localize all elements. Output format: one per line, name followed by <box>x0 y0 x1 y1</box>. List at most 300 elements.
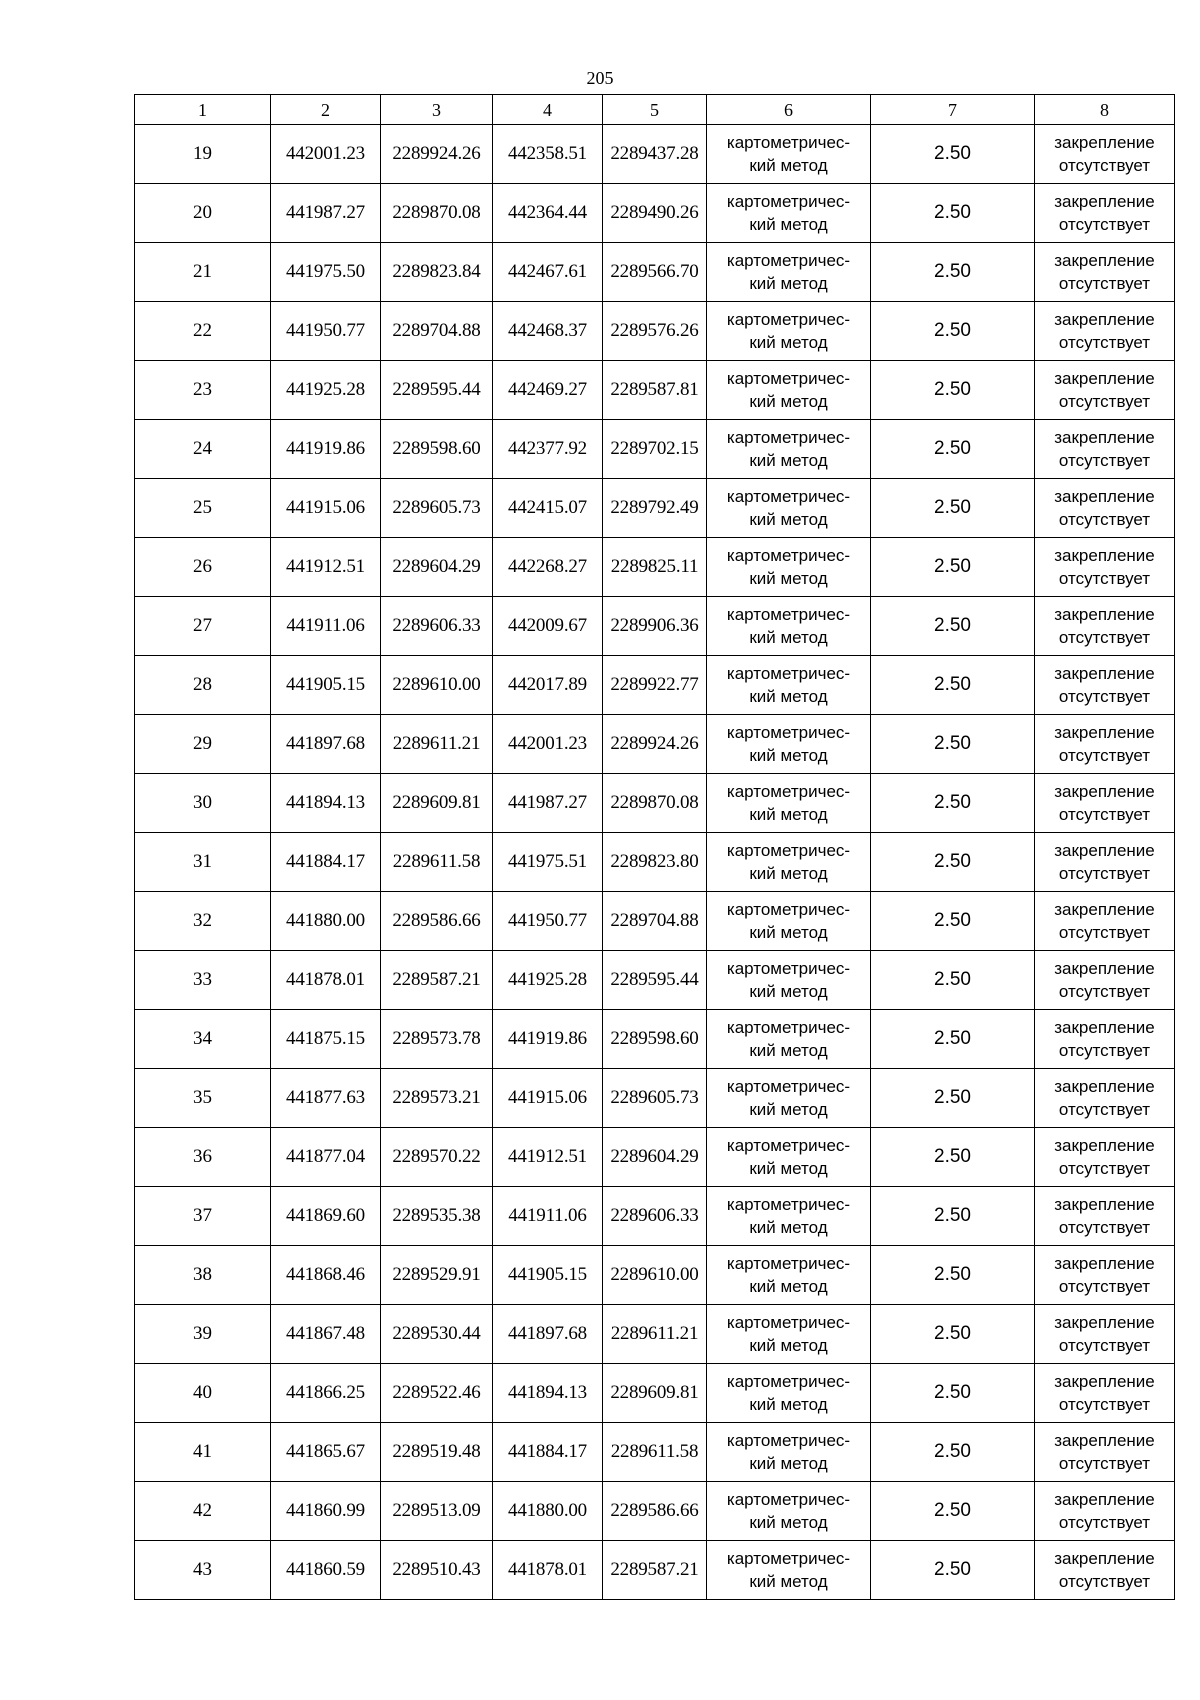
y2-coordinate-cell: 2289922.77 <box>603 656 707 715</box>
point-number-cell: 36 <box>135 1128 271 1187</box>
accuracy-cell: 2.50 <box>871 1069 1035 1128</box>
x2-coordinate-cell: 441915.06 <box>493 1069 603 1128</box>
y2-coordinate-cell: 2289576.26 <box>603 302 707 361</box>
y-coordinate-cell: 2289611.58 <box>381 833 493 892</box>
accuracy-cell: 2.50 <box>871 1305 1035 1364</box>
fixing-text-line: закрепление <box>1054 251 1155 270</box>
x2-coordinate-cell: 442268.27 <box>493 538 603 597</box>
y-coordinate-cell: 2289598.60 <box>381 420 493 479</box>
fixing-text-line: закрепление <box>1054 1195 1155 1214</box>
fixing-text-line: закрепление <box>1054 900 1155 919</box>
accuracy-cell: 2.50 <box>871 892 1035 951</box>
y2-coordinate-cell: 2289906.36 <box>603 597 707 656</box>
x2-coordinate-cell: 441950.77 <box>493 892 603 951</box>
method-text-line: картометричес- <box>726 546 851 565</box>
method-cell <box>707 1482 871 1541</box>
accuracy-cell: 2.50 <box>871 1364 1035 1423</box>
accuracy-cell: 2.50 <box>871 951 1035 1010</box>
fixing-text-line: отсутствует <box>1058 1041 1151 1060</box>
fixing-text-line: закрепление <box>1054 369 1155 388</box>
fixing-text-line: отсутствует <box>1058 1159 1151 1178</box>
fixing-cell <box>1035 892 1175 951</box>
fixing-cell <box>1035 715 1175 774</box>
x2-coordinate-cell: 441884.17 <box>493 1423 603 1482</box>
x2-coordinate-cell: 442017.89 <box>493 656 603 715</box>
method-text-line: кий метод <box>749 1395 828 1414</box>
table-row <box>135 1541 1175 1600</box>
method-text-line: картометричес- <box>726 1490 851 1509</box>
method-cell <box>707 774 871 833</box>
fixing-text-line: закрепление <box>1054 1077 1155 1096</box>
method-text-line: кий метод <box>749 510 828 529</box>
x2-coordinate-cell: 442469.27 <box>493 361 603 420</box>
method-cell <box>707 420 871 479</box>
x2-coordinate-cell: 441975.51 <box>493 833 603 892</box>
method-cell <box>707 951 871 1010</box>
point-number-cell: 32 <box>135 892 271 951</box>
fixing-cell <box>1035 951 1175 1010</box>
x-coordinate-cell: 441860.99 <box>271 1482 381 1541</box>
method-text-line: кий метод <box>749 1572 828 1591</box>
table-row <box>135 715 1175 774</box>
fixing-text-line: отсутствует <box>1058 923 1151 942</box>
x2-coordinate-cell: 442467.61 <box>493 243 603 302</box>
accuracy-cell: 2.50 <box>871 1541 1035 1600</box>
fixing-cell <box>1035 1482 1175 1541</box>
fixing-text-line: закрепление <box>1054 310 1155 329</box>
method-cell <box>707 184 871 243</box>
table-row <box>135 774 1175 833</box>
x2-coordinate-cell: 441880.00 <box>493 1482 603 1541</box>
y-coordinate-cell: 2289606.33 <box>381 597 493 656</box>
method-cell <box>707 302 871 361</box>
method-cell <box>707 1364 871 1423</box>
y2-coordinate-cell: 2289924.26 <box>603 715 707 774</box>
accuracy-cell: 2.50 <box>871 597 1035 656</box>
fixing-text-line: отсутствует <box>1058 1218 1151 1237</box>
accuracy-cell: 2.50 <box>871 833 1035 892</box>
method-cell <box>707 1187 871 1246</box>
x-coordinate-cell: 441860.59 <box>271 1541 381 1600</box>
y-coordinate-cell: 2289519.48 <box>381 1423 493 1482</box>
fixing-cell <box>1035 538 1175 597</box>
point-number-cell: 40 <box>135 1364 271 1423</box>
table-row <box>135 1187 1175 1246</box>
y2-coordinate-cell: 2289566.70 <box>603 243 707 302</box>
method-text-line: кий метод <box>749 1041 828 1060</box>
fixing-text-line: отсутствует <box>1058 1572 1151 1591</box>
x2-coordinate-cell: 441925.28 <box>493 951 603 1010</box>
point-number-cell: 26 <box>135 538 271 597</box>
accuracy-cell: 2.50 <box>871 656 1035 715</box>
fixing-text-line: закрепление <box>1054 1136 1155 1155</box>
x2-coordinate-cell: 441894.13 <box>493 1364 603 1423</box>
table-row <box>135 302 1175 361</box>
y-coordinate-cell: 2289609.81 <box>381 774 493 833</box>
point-number-cell: 35 <box>135 1069 271 1128</box>
table-row <box>135 243 1175 302</box>
y-coordinate-cell: 2289513.09 <box>381 1482 493 1541</box>
method-text-line: картометричес- <box>726 605 851 624</box>
fixing-text-line: закрепление <box>1054 1549 1155 1568</box>
method-cell <box>707 125 871 184</box>
column-header-6: 6 <box>707 95 871 125</box>
column-header-4: 4 <box>493 95 603 125</box>
fixing-text-line: отсутствует <box>1058 451 1151 470</box>
point-number-cell: 38 <box>135 1246 271 1305</box>
point-number-cell: 34 <box>135 1010 271 1069</box>
fixing-text-line: закрепление <box>1054 428 1155 447</box>
point-number-cell: 25 <box>135 479 271 538</box>
fixing-text-line: отсутствует <box>1058 510 1151 529</box>
x-coordinate-cell: 441877.04 <box>271 1128 381 1187</box>
table-row <box>135 1364 1175 1423</box>
y2-coordinate-cell: 2289587.81 <box>603 361 707 420</box>
point-number-cell: 23 <box>135 361 271 420</box>
point-number-cell: 20 <box>135 184 271 243</box>
method-cell <box>707 1128 871 1187</box>
fixing-cell <box>1035 479 1175 538</box>
table-row <box>135 1482 1175 1541</box>
y2-coordinate-cell: 2289604.29 <box>603 1128 707 1187</box>
accuracy-cell: 2.50 <box>871 184 1035 243</box>
table-row <box>135 361 1175 420</box>
y-coordinate-cell: 2289510.43 <box>381 1541 493 1600</box>
fixing-text-line: закрепление <box>1054 1431 1155 1450</box>
method-cell <box>707 243 871 302</box>
method-text-line: кий метод <box>749 864 828 883</box>
x2-coordinate-cell: 441987.27 <box>493 774 603 833</box>
method-text-line: картометричес- <box>726 782 851 801</box>
y2-coordinate-cell: 2289490.26 <box>603 184 707 243</box>
column-header-1: 1 <box>135 95 271 125</box>
fixing-text-line: закрепление <box>1054 723 1155 742</box>
fixing-cell <box>1035 833 1175 892</box>
x-coordinate-cell: 441897.68 <box>271 715 381 774</box>
method-text-line: кий метод <box>749 1336 828 1355</box>
method-cell <box>707 1423 871 1482</box>
method-text-line: кий метод <box>749 274 828 293</box>
x-coordinate-cell: 441925.28 <box>271 361 381 420</box>
fixing-text-line: отсутствует <box>1058 274 1151 293</box>
x2-coordinate-cell: 442009.67 <box>493 597 603 656</box>
y2-coordinate-cell: 2289611.21 <box>603 1305 707 1364</box>
fixing-text-line: отсутствует <box>1058 392 1151 411</box>
method-text-line: картометричес- <box>726 133 851 152</box>
point-number-cell: 22 <box>135 302 271 361</box>
method-text-line: картометричес- <box>726 1195 851 1214</box>
y-coordinate-cell: 2289704.88 <box>381 302 493 361</box>
fixing-text-line: отсутствует <box>1058 333 1151 352</box>
fixing-cell <box>1035 125 1175 184</box>
fixing-text-line: закрепление <box>1054 1254 1155 1273</box>
x-coordinate-cell: 441884.17 <box>271 833 381 892</box>
method-text-line: кий метод <box>749 1159 828 1178</box>
method-text-line: кий метод <box>749 923 828 942</box>
table-row <box>135 479 1175 538</box>
x2-coordinate-cell: 441919.86 <box>493 1010 603 1069</box>
y-coordinate-cell: 2289587.21 <box>381 951 493 1010</box>
table-row <box>135 1069 1175 1128</box>
x-coordinate-cell: 441975.50 <box>271 243 381 302</box>
x-coordinate-cell: 441866.25 <box>271 1364 381 1423</box>
table-row <box>135 951 1175 1010</box>
y-coordinate-cell: 2289610.00 <box>381 656 493 715</box>
page-number: 205 <box>586 68 614 88</box>
fixing-cell <box>1035 1246 1175 1305</box>
table-row <box>135 1305 1175 1364</box>
accuracy-cell: 2.50 <box>871 125 1035 184</box>
x2-coordinate-cell: 442364.44 <box>493 184 603 243</box>
method-text-line: кий метод <box>749 215 828 234</box>
method-text-line: кий метод <box>749 982 828 1001</box>
y-coordinate-cell: 2289529.91 <box>381 1246 493 1305</box>
y-coordinate-cell: 2289530.44 <box>381 1305 493 1364</box>
method-text-line: картометричес- <box>726 1018 851 1037</box>
y2-coordinate-cell: 2289611.58 <box>603 1423 707 1482</box>
y-coordinate-cell: 2289573.21 <box>381 1069 493 1128</box>
method-cell <box>707 1010 871 1069</box>
method-text-line: картометричес- <box>726 959 851 978</box>
x-coordinate-cell: 441880.00 <box>271 892 381 951</box>
fixing-cell <box>1035 597 1175 656</box>
x-coordinate-cell: 441894.13 <box>271 774 381 833</box>
point-number-cell: 24 <box>135 420 271 479</box>
point-number-cell: 29 <box>135 715 271 774</box>
y-coordinate-cell: 2289605.73 <box>381 479 493 538</box>
method-cell <box>707 892 871 951</box>
method-text-line: кий метод <box>749 1100 828 1119</box>
method-text-line: картометричес- <box>726 723 851 742</box>
fixing-cell <box>1035 243 1175 302</box>
method-cell <box>707 361 871 420</box>
method-text-line: кий метод <box>749 1513 828 1532</box>
fixing-cell <box>1035 1069 1175 1128</box>
accuracy-cell: 2.50 <box>871 1423 1035 1482</box>
fixing-text-line: закрепление <box>1054 1018 1155 1037</box>
method-text-line: кий метод <box>749 451 828 470</box>
y-coordinate-cell: 2289586.66 <box>381 892 493 951</box>
method-text-line: картометричес- <box>726 841 851 860</box>
method-cell <box>707 597 871 656</box>
x-coordinate-cell: 441950.77 <box>271 302 381 361</box>
x-coordinate-cell: 441875.15 <box>271 1010 381 1069</box>
x-coordinate-cell: 441867.48 <box>271 1305 381 1364</box>
y-coordinate-cell: 2289604.29 <box>381 538 493 597</box>
point-number-cell: 41 <box>135 1423 271 1482</box>
y-coordinate-cell: 2289535.38 <box>381 1187 493 1246</box>
y-coordinate-cell: 2289595.44 <box>381 361 493 420</box>
point-number-cell: 33 <box>135 951 271 1010</box>
method-text-line: картометричес- <box>726 1313 851 1332</box>
fixing-text-line: отсутствует <box>1058 1454 1151 1473</box>
fixing-text-line: закрепление <box>1054 192 1155 211</box>
x-coordinate-cell: 441865.67 <box>271 1423 381 1482</box>
table-row <box>135 833 1175 892</box>
accuracy-cell: 2.50 <box>871 538 1035 597</box>
accuracy-cell: 2.50 <box>871 1482 1035 1541</box>
fixing-text-line: закрепление <box>1054 841 1155 860</box>
method-text-line: кий метод <box>749 156 828 175</box>
y-coordinate-cell: 2289611.21 <box>381 715 493 774</box>
x-coordinate-cell: 441915.06 <box>271 479 381 538</box>
x-coordinate-cell: 441987.27 <box>271 184 381 243</box>
method-text-line: кий метод <box>749 805 828 824</box>
method-text-line: кий метод <box>749 392 828 411</box>
method-text-line: картометричес- <box>726 310 851 329</box>
accuracy-cell: 2.50 <box>871 774 1035 833</box>
x2-coordinate-cell: 441905.15 <box>493 1246 603 1305</box>
column-header-3: 3 <box>381 95 493 125</box>
method-text-line: кий метод <box>749 1454 828 1473</box>
y2-coordinate-cell: 2289437.28 <box>603 125 707 184</box>
fixing-text-line: закрепление <box>1054 959 1155 978</box>
x2-coordinate-cell: 442415.07 <box>493 479 603 538</box>
y-coordinate-cell: 2289870.08 <box>381 184 493 243</box>
y2-coordinate-cell: 2289702.15 <box>603 420 707 479</box>
column-header-8: 8 <box>1035 95 1175 125</box>
y2-coordinate-cell: 2289586.66 <box>603 1482 707 1541</box>
method-text-line: кий метод <box>749 1277 828 1296</box>
fixing-text-line: отсутствует <box>1058 687 1151 706</box>
table-row <box>135 538 1175 597</box>
fixing-cell <box>1035 656 1175 715</box>
x-coordinate-cell: 441912.51 <box>271 538 381 597</box>
method-cell <box>707 1305 871 1364</box>
fixing-cell <box>1035 1010 1175 1069</box>
fixing-cell <box>1035 361 1175 420</box>
fixing-cell <box>1035 1187 1175 1246</box>
column-header-5: 5 <box>603 95 707 125</box>
y2-coordinate-cell: 2289606.33 <box>603 1187 707 1246</box>
x2-coordinate-cell: 442377.92 <box>493 420 603 479</box>
y2-coordinate-cell: 2289598.60 <box>603 1010 707 1069</box>
x-coordinate-cell: 441869.60 <box>271 1187 381 1246</box>
fixing-text-line: отсутствует <box>1058 864 1151 883</box>
y2-coordinate-cell: 2289595.44 <box>603 951 707 1010</box>
fixing-text-line: отсутствует <box>1058 1395 1151 1414</box>
point-number-cell: 19 <box>135 125 271 184</box>
method-cell <box>707 1069 871 1128</box>
fixing-text-line: отсутствует <box>1058 1336 1151 1355</box>
x2-coordinate-cell: 441897.68 <box>493 1305 603 1364</box>
fixing-text-line: отсутствует <box>1058 1277 1151 1296</box>
fixing-cell <box>1035 774 1175 833</box>
point-number-cell: 30 <box>135 774 271 833</box>
method-text-line: картометричес- <box>726 1372 851 1391</box>
y-coordinate-cell: 2289573.78 <box>381 1010 493 1069</box>
fixing-text-line: закрепление <box>1054 1490 1155 1509</box>
fixing-text-line: закрепление <box>1054 782 1155 801</box>
y2-coordinate-cell: 2289704.88 <box>603 892 707 951</box>
fixing-cell <box>1035 184 1175 243</box>
y2-coordinate-cell: 2289605.73 <box>603 1069 707 1128</box>
x-coordinate-cell: 441919.86 <box>271 420 381 479</box>
table-row <box>135 1128 1175 1187</box>
x2-coordinate-cell: 441878.01 <box>493 1541 603 1600</box>
column-number-row <box>135 95 1175 125</box>
table-row <box>135 1010 1175 1069</box>
method-text-line: картометричес- <box>726 369 851 388</box>
fixing-text-line: отсутствует <box>1058 746 1151 765</box>
column-header-2: 2 <box>271 95 381 125</box>
x-coordinate-cell: 441878.01 <box>271 951 381 1010</box>
table-row <box>135 125 1175 184</box>
method-cell <box>707 1541 871 1600</box>
accuracy-cell: 2.50 <box>871 479 1035 538</box>
accuracy-cell: 2.50 <box>871 1246 1035 1305</box>
table-row <box>135 420 1175 479</box>
x2-coordinate-cell: 441911.06 <box>493 1187 603 1246</box>
y-coordinate-cell: 2289823.84 <box>381 243 493 302</box>
method-text-line: картометричес- <box>726 192 851 211</box>
accuracy-cell: 2.50 <box>871 715 1035 774</box>
method-text-line: кий метод <box>749 1218 828 1237</box>
accuracy-cell: 2.50 <box>871 420 1035 479</box>
y2-coordinate-cell: 2289609.81 <box>603 1364 707 1423</box>
y2-coordinate-cell: 2289792.49 <box>603 479 707 538</box>
fixing-cell <box>1035 302 1175 361</box>
x-coordinate-cell: 441905.15 <box>271 656 381 715</box>
coordinates-table <box>134 94 1175 1600</box>
method-cell <box>707 715 871 774</box>
method-text-line: картометричес- <box>726 428 851 447</box>
point-number-cell: 28 <box>135 656 271 715</box>
fixing-text-line: закрепление <box>1054 133 1155 152</box>
point-number-cell: 43 <box>135 1541 271 1600</box>
point-number-cell: 27 <box>135 597 271 656</box>
x2-coordinate-cell: 442358.51 <box>493 125 603 184</box>
fixing-cell <box>1035 1364 1175 1423</box>
fixing-cell <box>1035 420 1175 479</box>
accuracy-cell: 2.50 <box>871 243 1035 302</box>
table-row <box>135 184 1175 243</box>
method-cell <box>707 538 871 597</box>
method-text-line: картометричес- <box>726 900 851 919</box>
fixing-text-line: закрепление <box>1054 1313 1155 1332</box>
method-cell <box>707 833 871 892</box>
table-body <box>135 125 1175 1600</box>
fixing-cell <box>1035 1541 1175 1600</box>
fixing-cell <box>1035 1128 1175 1187</box>
x2-coordinate-cell: 442001.23 <box>493 715 603 774</box>
y2-coordinate-cell: 2289610.00 <box>603 1246 707 1305</box>
point-number-cell: 31 <box>135 833 271 892</box>
method-text-line: кий метод <box>749 687 828 706</box>
method-text-line: кий метод <box>749 628 828 647</box>
accuracy-cell: 2.50 <box>871 1010 1035 1069</box>
accuracy-cell: 2.50 <box>871 1128 1035 1187</box>
x-coordinate-cell: 442001.23 <box>271 125 381 184</box>
x-coordinate-cell: 441868.46 <box>271 1246 381 1305</box>
method-cell <box>707 656 871 715</box>
method-cell <box>707 1246 871 1305</box>
y2-coordinate-cell: 2289587.21 <box>603 1541 707 1600</box>
method-text-line: картометричес- <box>726 664 851 683</box>
point-number-cell: 21 <box>135 243 271 302</box>
table-row <box>135 597 1175 656</box>
method-text-line: картометричес- <box>726 1549 851 1568</box>
method-text-line: кий метод <box>749 569 828 588</box>
accuracy-cell: 2.50 <box>871 361 1035 420</box>
fixing-text-line: закрепление <box>1054 605 1155 624</box>
point-number-cell: 42 <box>135 1482 271 1541</box>
method-text-line: картометричес- <box>726 1254 851 1273</box>
accuracy-cell: 2.50 <box>871 1187 1035 1246</box>
y-coordinate-cell: 2289570.22 <box>381 1128 493 1187</box>
x2-coordinate-cell: 442468.37 <box>493 302 603 361</box>
point-number-cell: 39 <box>135 1305 271 1364</box>
